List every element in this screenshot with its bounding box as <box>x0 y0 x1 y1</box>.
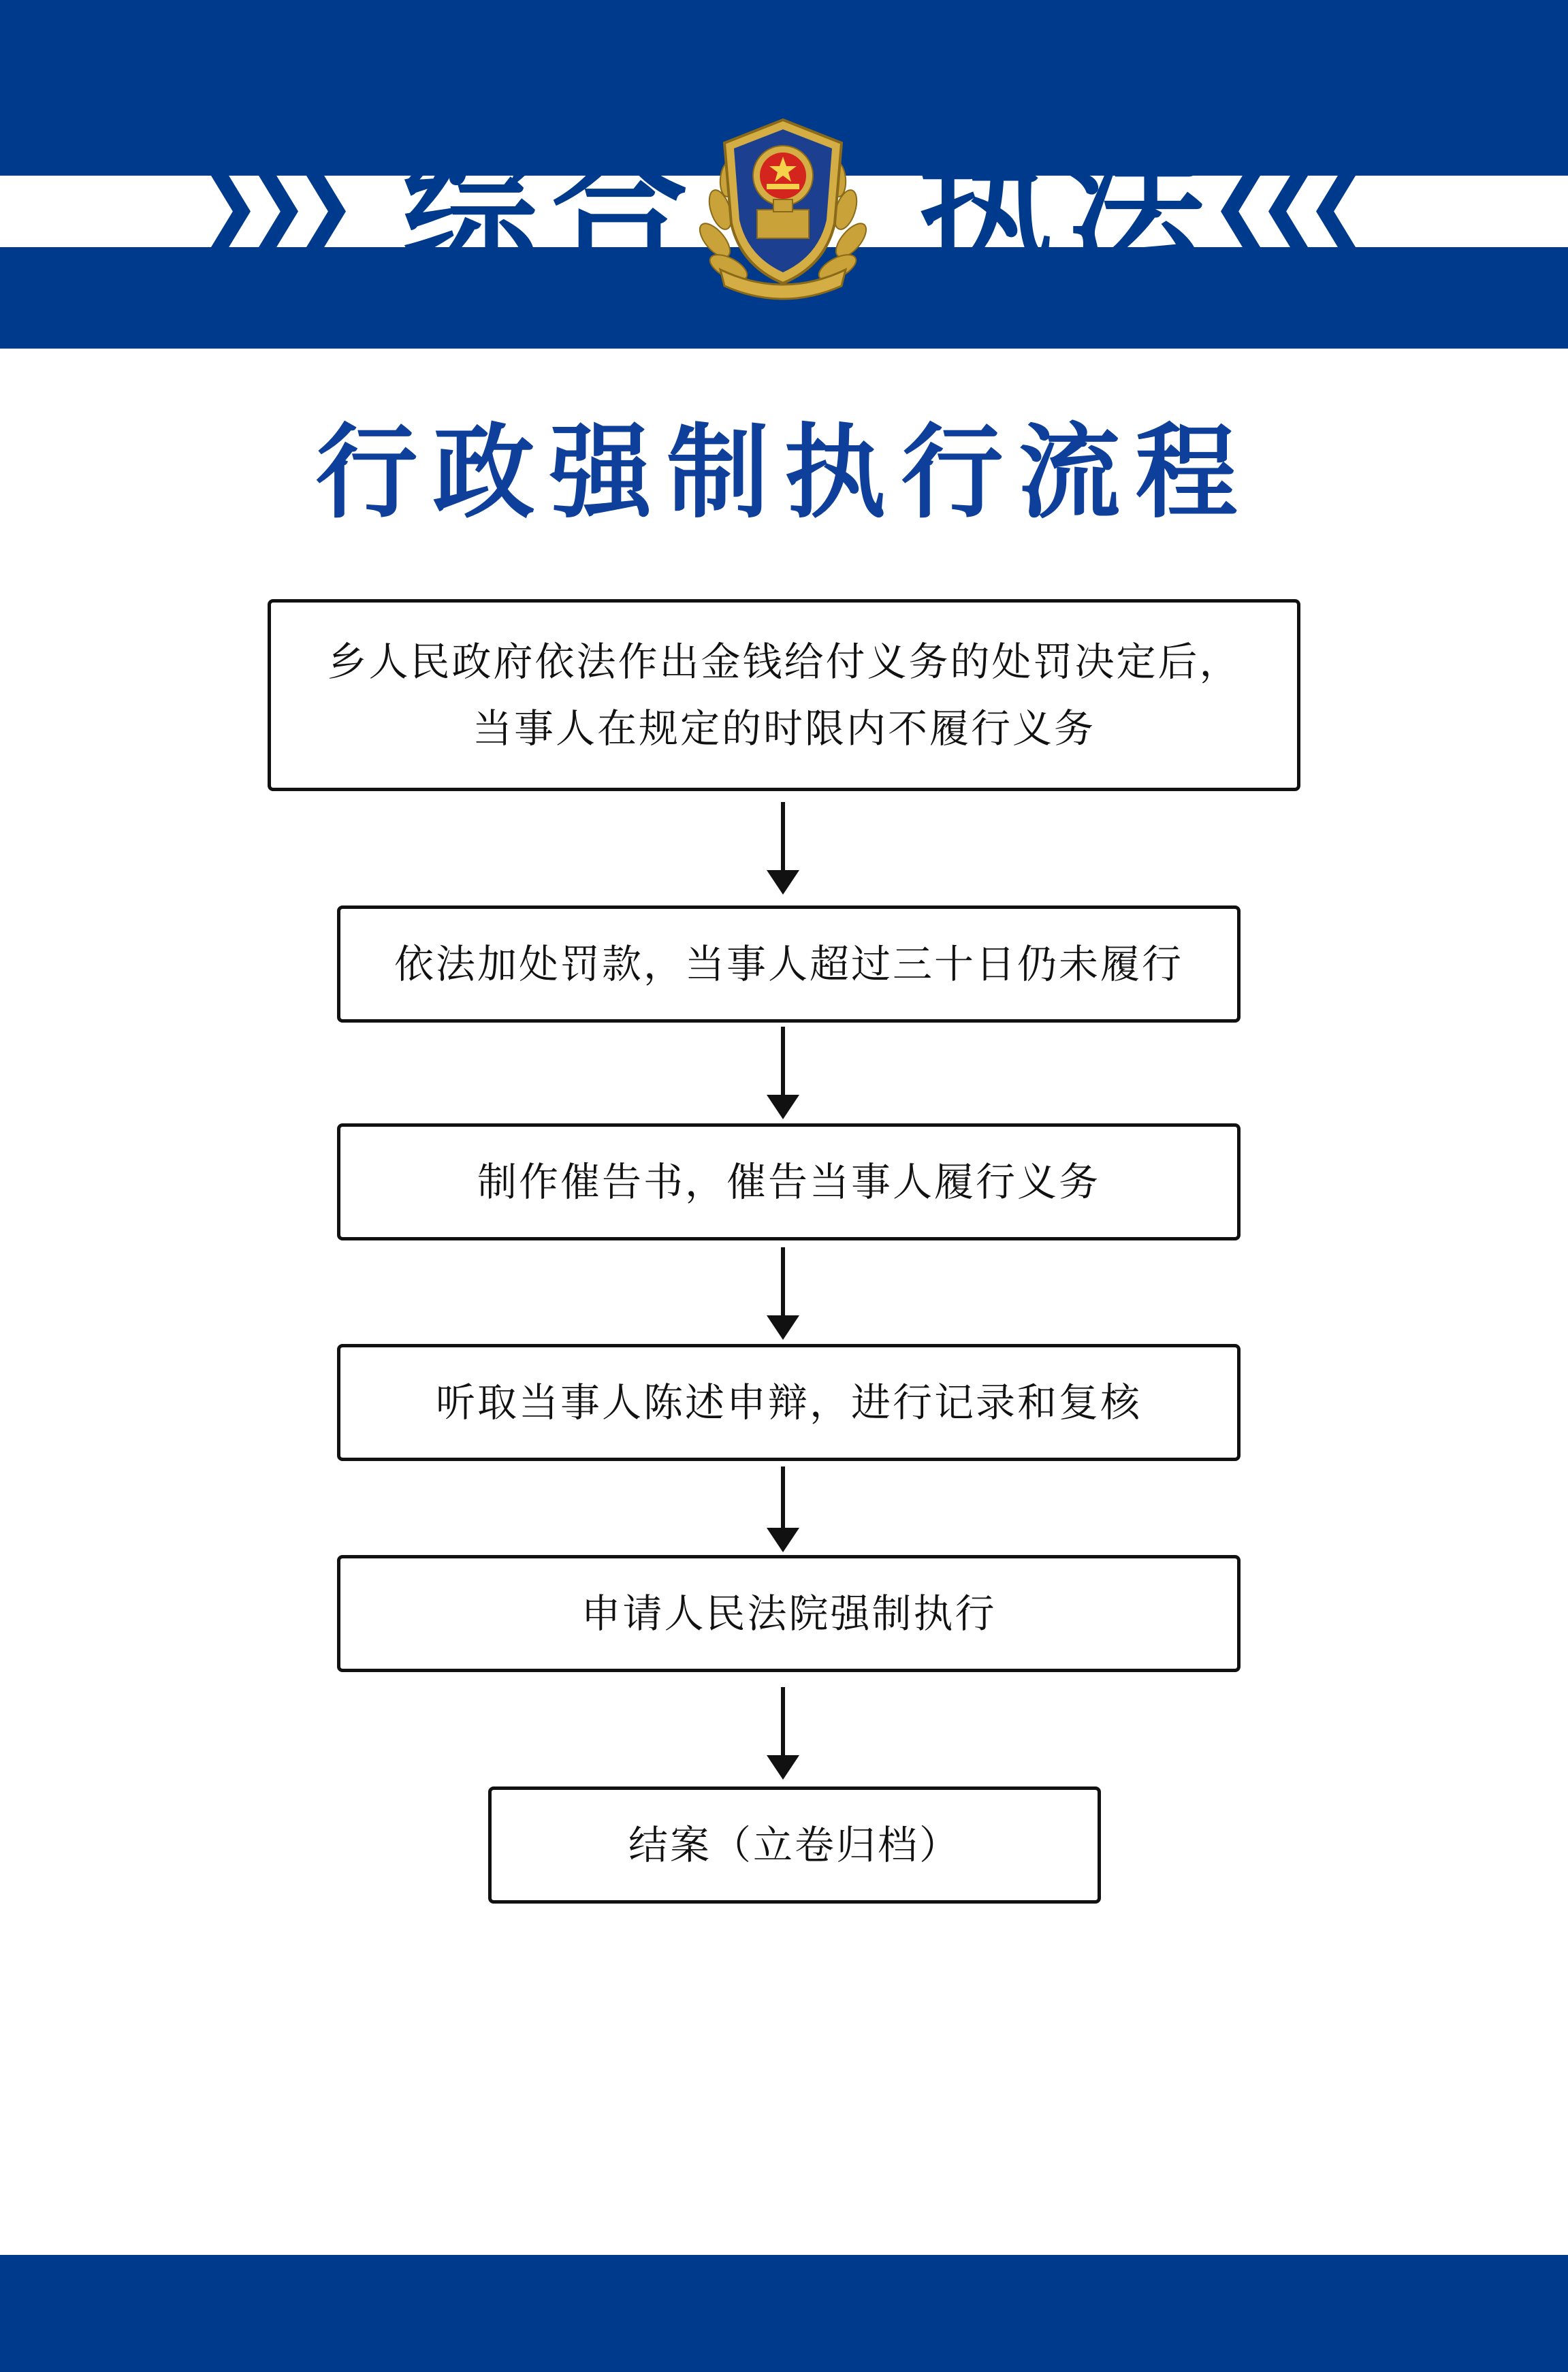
flow-step-4 <box>337 1344 1241 1461</box>
flow-arrow-icon <box>763 1687 803 1780</box>
flow-step-text: 结案（立卷归档） <box>628 1822 961 1868</box>
flow-arrow-icon <box>763 1247 803 1340</box>
header-right-stub <box>1371 176 1568 247</box>
flow-step-text: 依法加处罚款，当事人超过三十日仍未履行 <box>394 941 1183 987</box>
flow-arrow-icon <box>763 802 803 895</box>
flow-step-3 <box>337 1123 1241 1240</box>
flow-step-6 <box>488 1786 1101 1904</box>
header-left-stub <box>0 176 197 247</box>
header-right-text: 执法 <box>918 130 1218 289</box>
header-left-text: 综合 <box>402 130 702 289</box>
flow-step-2 <box>337 905 1241 1023</box>
flow-step-text: 当事人在规定的时限内不履行义务 <box>472 705 1095 752</box>
flow-arrow-icon <box>763 1467 803 1552</box>
flow-step-1 <box>268 599 1300 791</box>
law-enforcement-emblem-icon <box>681 108 885 312</box>
flow-step-text: 乡人民政府依法作出金钱给付义务的处罚决定后， <box>327 639 1241 685</box>
flow-step-text: 制作催告书，催告当事人履行义务 <box>477 1159 1100 1205</box>
footer-band <box>0 2255 1568 2372</box>
flow-step-5 <box>337 1555 1241 1672</box>
flow-step-text: 听取当事人陈述申辩，进行记录和复核 <box>435 1379 1142 1426</box>
flow-step-text: 申请人民法院强制执行 <box>581 1590 997 1637</box>
page-title: 行政强制执行流程 <box>315 414 1253 532</box>
flow-arrow-icon <box>763 1027 803 1119</box>
